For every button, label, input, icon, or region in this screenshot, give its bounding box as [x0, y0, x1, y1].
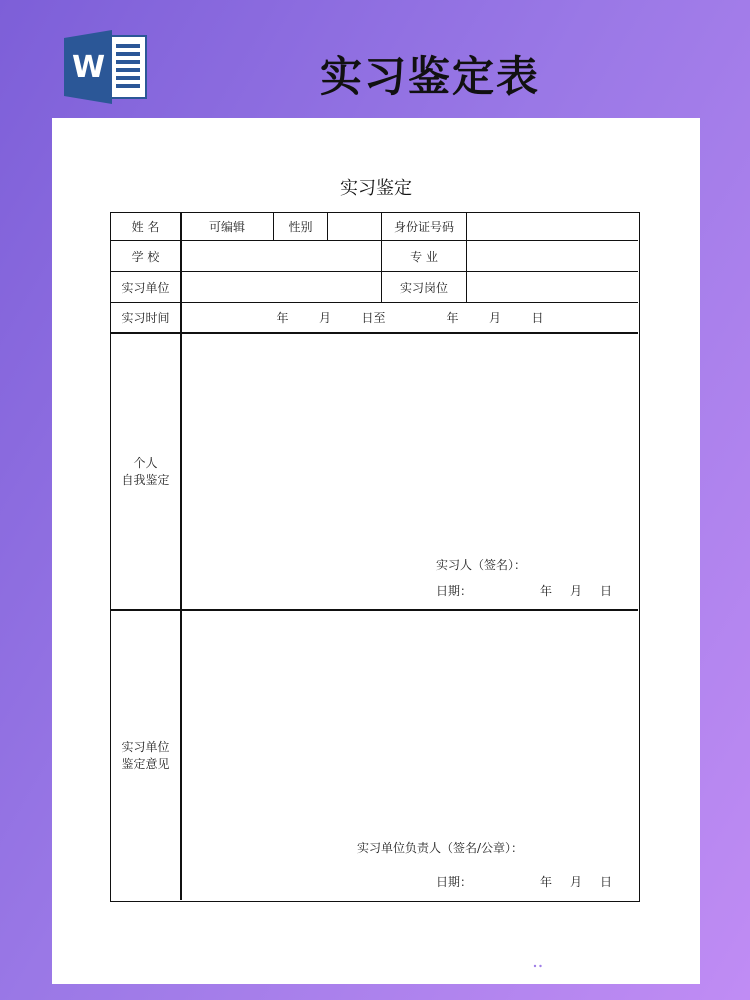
appraisal-form [110, 212, 640, 902]
id-number-field[interactable] [467, 213, 639, 240]
self-evaluation-label [111, 334, 180, 609]
document-page [52, 118, 700, 984]
school-field[interactable] [181, 241, 381, 271]
word-document-icon [64, 30, 148, 104]
unit-evaluation-label-line1: 实习单位 [121, 739, 170, 754]
id-number-label: 身份证号码 [393, 220, 454, 234]
header-title: 实习鉴定表 [320, 52, 541, 101]
date-month: 月 [569, 584, 582, 598]
svg-text:W: W [72, 50, 106, 85]
date-day: 日 [599, 584, 612, 598]
internship-unit-field[interactable] [181, 272, 381, 302]
name-value[interactable]: 可编辑 [208, 220, 245, 234]
unit-evaluation-label [111, 611, 180, 900]
date-year: 年 [539, 875, 552, 889]
school-label: 学 校 [131, 249, 160, 264]
major-field[interactable] [467, 241, 639, 271]
gender-label: 性别 [288, 220, 313, 234]
date-day: 日 [599, 875, 612, 889]
unit-evaluation-label-line2: 鉴定意见 [121, 756, 170, 771]
watermark-text: 公众号 · 模板阿伟 [560, 964, 696, 984]
self-evaluation-label-line1: 个人 [133, 455, 158, 470]
wechat-icon [528, 958, 554, 985]
date-label: 日期： [436, 584, 473, 598]
name-label: 姓 名 [131, 220, 160, 234]
internship-post-label: 实习岗位 [399, 280, 448, 295]
internship-post-field[interactable] [467, 272, 639, 302]
unit-evaluation-signer: 实习单位负责人（签名/公章）： [357, 841, 524, 855]
internship-time-field[interactable]: 年 月 日至 年 月 日 [276, 311, 544, 325]
self-evaluation-label-line2: 自我鉴定 [121, 472, 170, 487]
internship-unit-label: 实习单位 [121, 280, 170, 295]
watermark [528, 958, 695, 985]
internship-time-label: 实习时间 [121, 311, 170, 325]
date-year: 年 [539, 584, 552, 598]
gender-field[interactable] [328, 213, 381, 240]
date-month: 月 [569, 875, 582, 889]
document-title: 实习鉴定 [340, 178, 412, 199]
major-label: 专 业 [410, 249, 438, 264]
unit-evaluation-date [436, 873, 612, 890]
self-evaluation-date [436, 582, 612, 599]
self-evaluation-field[interactable] [182, 334, 638, 609]
date-label: 日期： [436, 875, 473, 889]
self-evaluation-signer: 实习人（签名）： [436, 558, 527, 572]
unit-evaluation-field[interactable] [182, 611, 638, 900]
